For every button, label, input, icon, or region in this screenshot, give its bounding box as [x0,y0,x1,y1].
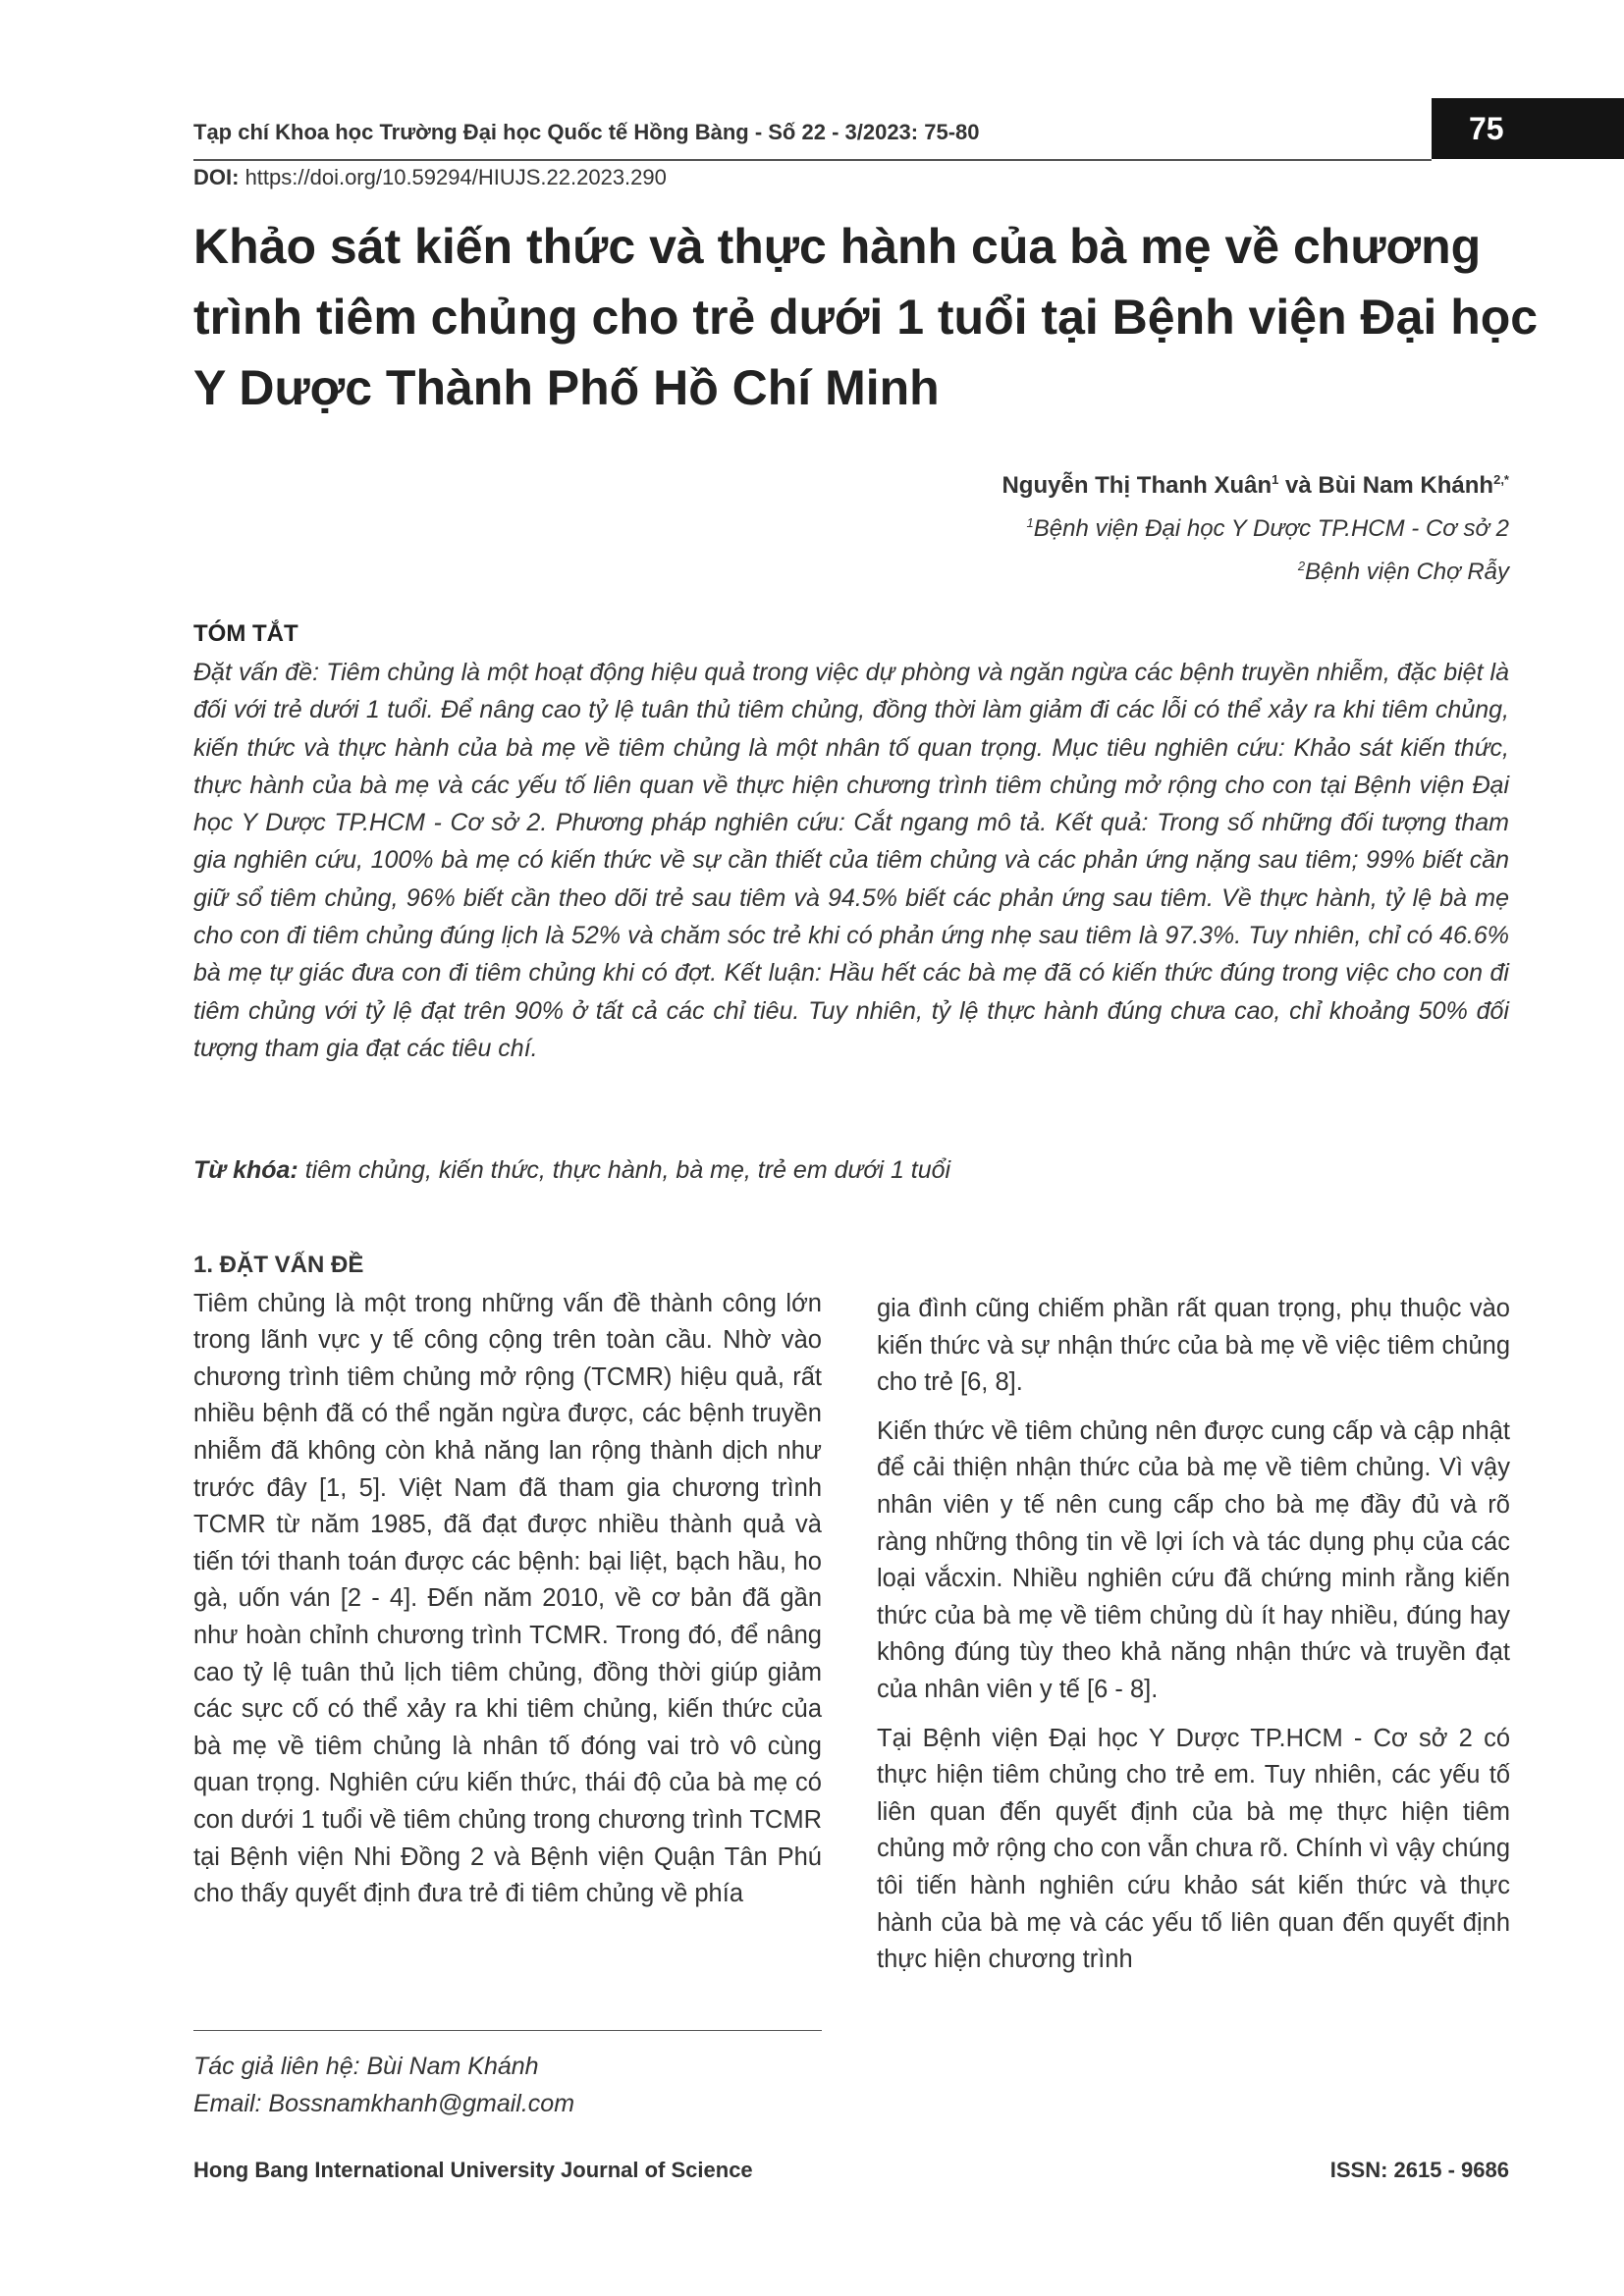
right-paragraph-3: Tại Bệnh viện Đại học Y Dược TP.HCM - Cơ sở 2 có thực hiện tiêm chủng cho trẻ em. Tuy nhiên, các yếu tố liên quan đến quyết định của bà mẹ thực hiện tiêm chủng mở rộng cho con vẫn chưa rõ. Chính vì vậy chúng tôi tiến hành nghiên cứu khảo sát kiến thức và thực hành của bà mẹ và các yếu tố liên quan đến quyết định thực hiện chương trình [877,1724,1510,1974]
author-2: Bùi Nam Khánh [1318,472,1494,499]
right-paragraph-2: Kiến thức về tiêm chủng nên được cung cấp và cập nhật để cải thiện nhận thức của bà mẹ về tiêm chủng. Vì vậy nhân viên y tế nên cung cấp cho bà mẹ đầy đủ và rõ ràng những thông tin về lợi ích và tác dụng phụ của các loại vắcxin. Nhiều nghiên cứu đã chứng minh rằng kiến thức của bà mẹ về tiêm chủng dù ít hay nhiều, đúng hay không đúng tùy theo khả năng nhận thức và truyền đạt của nhân viên y tế [6 - 8]. [877,1416,1510,1703]
journal-citation: Tạp chí Khoa học Trường Đại học Quốc tế Hồng Bàng - Số 22 - 3/2023: 75-80 [193,120,980,144]
corresponding-author: Tác giả liên hệ: Bùi Nam Khánh [193,2053,539,2080]
author-1: Nguyễn Thị Thanh Xuân [1001,472,1272,499]
right-paragraph-1: gia đình cũng chiếm phần rất quan trọng, phụ thuộc vào kiến thức và sự nhận thức của bà mẹ về việc tiêm chủng cho trẻ [6, 8]. [877,1295,1510,1397]
author-joiner: và [1278,472,1319,499]
running-header [193,98,1624,167]
affiliation-1-text: Bệnh viện Đại học Y Dược TP.HCM - Cơ sở 2 [1033,515,1509,542]
author-1-sup: 1 [1272,472,1279,487]
keywords [193,1156,950,1185]
abstract [193,620,1509,1067]
abstract-body: Đặt vấn đề: Tiêm chủng là một hoạt động hiệu quả trong việc dự phòng và ngăn ngừa các bệnh truyền nhiễm, đặc biệt là đối với trẻ dưới 1 tuổi. Để nâng cao tỷ lệ tuân thủ tiêm chủng, đồng thời làm giảm đi các lỗi có thể xảy ra khi tiêm chủng, kiến thức và thực hành của bà mẹ về tiêm chủng là một nhân tố quan trọng. Mục tiêu nghiên cứu: Khảo sát kiến thức, thực hành của bà mẹ và các yếu tố liên quan về thực hiện chương trình tiêm chủng mở rộng cho con tại Bệnh viện Đại học Y Dược TP.HCM - Cơ sở 2. Phương pháp nghiên cứu: Cắt ngang mô tả. Kết quả: Trong số những đối tượng tham gia nghiên cứu, 100% bà mẹ có kiến thức về sự cần thiết của tiêm chủng và các phản ứng nặng sau tiêm; 99% biết cần giữ sổ tiêm chủng, 96% biết cần theo dõi trẻ sau tiêm và 94.5% biết các phản ứng sau tiêm. Về thực hành, tỷ lệ bà mẹ cho con đi tiêm chủng đúng lịch là 52% và chăm sóc trẻ khi có phản ứng nhẹ sau tiêm là 97.3%. Tuy nhiên, chỉ có 46.6% bà mẹ tự giác đưa con đi tiêm chủng khi có đợt. Kết luận: Hầu hết các bà mẹ đã có kiến thức đúng trong việc cho con đi tiêm chủng với tỷ lệ đạt trên 90% ở tất cả các chỉ tiêu. Tuy nhiên, tỷ lệ thực hành đúng chưa cao, chỉ khoảng 50% đối tượng tham gia đạt các tiêu chí. [193,659,1509,1062]
author-names [1001,461,1509,505]
doi-link[interactable]: https://doi.org/10.59294/HIUJS.22.2023.290 [239,165,667,189]
footer-issn: ISSN: 2615 - 9686 [1329,2158,1509,2182]
keywords-value: tiêm chủng, kiến thức, thực hành, bà mẹ, trẻ em dưới 1 tuổi [298,1156,951,1184]
keywords-label: Từ khóa: [193,1156,298,1184]
author-2-sup: 2,* [1493,472,1509,487]
affiliation-2 [1001,548,1509,591]
affiliation-2-sup: 2 [1297,559,1306,573]
author-block [1001,461,1509,591]
doi-label: DOI: [193,165,240,189]
right-column [877,1291,1510,1991]
corresponding-email[interactable]: Email: Bossnamkhanh@gmail.com [193,2090,575,2117]
footnote-rule [193,2030,822,2031]
paper-title: Khảo sát kiến thức và thực hành của bà mẹ về chương trình tiêm chủng cho trẻ dưới 1 tuổi tại Bệnh viện Đại học Y Dược Thành Phố Hồ Chí Minh [193,219,1539,415]
left-paragraph-1: Tiêm chủng là một trong những vấn đề thành công lớn trong lãnh vực y tế công cộng trên toàn cầu. Nhờ vào chương trình tiêm chủng mở rộng (TCMR) hiệu quả, rất nhiều bệnh đã có thể ngăn ngừa được, các bệnh truyền nhiễm đã không còn khả năng lan rộng thành dịch như trước đây [1, 5]. Việt Nam đã tham gia chương trình TCMR từ năm 1985, đã đạt được nhiều thành quả và tiến tới thanh toán được các bệnh: bại liệt, bạch hầu, ho gà, uốn ván [2 - 4]. Đến năm 2010, về cơ bản đã gần như hoàn chỉnh chương trình TCMR. Trong đó, để nâng cao tỷ lệ tuân thủ lịch tiêm chủng, đồng thời giúp giảm các sực cố có thể xảy ra khi tiêm chủng, kiến thức của bà mẹ về tiêm chủng là nhân tố đóng vai trò vô cùng quan trọng. Nghiên cứu kiến thức, thái độ của bà mẹ có con dưới 1 tuổi về tiêm chủng trong chương trình TCMR tại Bệnh viện Nhi Đồng 2 và Bệnh viện Quận Tân Phú cho thấy quyết định đưa trẻ đi tiêm chủng về phía [193,1289,822,1908]
footnote [193,2048,574,2122]
section-heading: 1. ĐẶT VẤN ĐỀ [193,1252,364,1278]
affiliation-1-sup: 1 [1026,515,1034,530]
page-number: 75 [1432,98,1624,159]
doi-line [193,165,667,190]
footer-journal: Hong Bang International University Journal of Science [193,2158,753,2182]
affiliation-2-text: Bệnh viện Chợ Rẫy [1305,559,1509,585]
affiliation-1 [1001,505,1509,548]
left-column [193,1247,822,1925]
header-rule [193,159,1432,161]
abstract-heading: TÓM TẮT [193,620,298,647]
